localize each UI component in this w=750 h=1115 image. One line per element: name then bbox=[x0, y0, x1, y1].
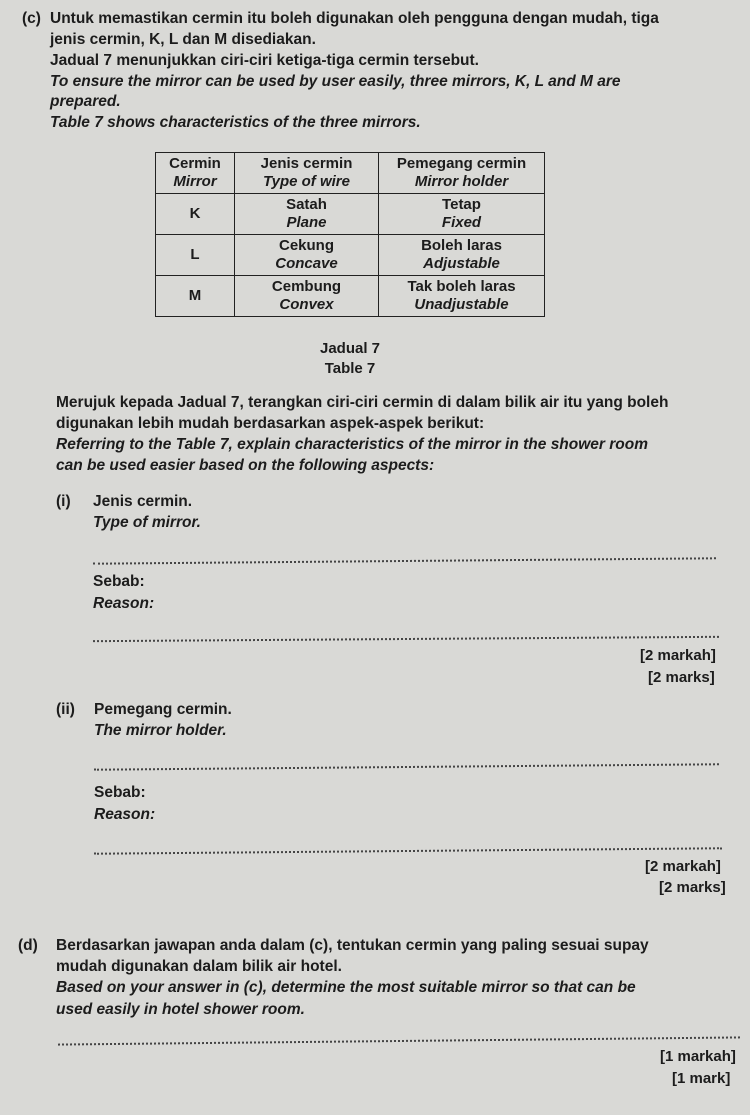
table-cell-holder: Boleh laras Adjustable bbox=[379, 235, 545, 276]
sub-ii-reason-en: Reason: bbox=[94, 806, 156, 823]
part-d-q-en-1: Based on your answer in (c), determine the most suitable mirror so that can be bbox=[56, 979, 636, 996]
part-c-intro-en-2: prepared. bbox=[50, 93, 121, 110]
sub-i-answer-line[interactable] bbox=[93, 557, 716, 564]
part-d-q-ms-1: Berdasarkan jawapan anda dalam (c), tentukan cermin yang paling sesuai supay bbox=[56, 937, 649, 954]
part-d-q-en-2: used easily in hotel shower room. bbox=[56, 1001, 305, 1018]
sub-ii-aspect-en: The mirror holder. bbox=[94, 722, 227, 739]
sub-i-aspect-en: Type of mirror. bbox=[93, 514, 201, 531]
table-cell-holder: Tetap Fixed bbox=[379, 194, 545, 235]
table-row bbox=[156, 276, 545, 317]
table-cell-type: Satah Plane bbox=[235, 194, 379, 235]
question-en-2: can be used easier based on the following aspects: bbox=[56, 457, 435, 474]
part-d-q-ms-2: mudah digunakan dalam bilik air hotel. bbox=[56, 958, 342, 975]
table-caption-ms: Jadual 7 bbox=[319, 340, 381, 357]
sub-ii-label: (ii) bbox=[56, 701, 75, 718]
table-cell-holder: Tak boleh laras Unadjustable bbox=[379, 276, 545, 317]
part-c-intro-en-1: To ensure the mirror can be used by user easily, three mirrors, K, L and M are bbox=[50, 73, 621, 90]
question-en-1: Referring to the Table 7, explain characteristics of the mirror in the shower room bbox=[56, 436, 649, 453]
sub-ii-reason-ms: Sebab: bbox=[94, 784, 146, 801]
part-d-answer-line[interactable] bbox=[58, 1036, 740, 1045]
table-caption-en: Table 7 bbox=[324, 360, 376, 377]
table-cell-mirror: K bbox=[156, 194, 235, 235]
table-cell-type: Cekung Concave bbox=[235, 235, 379, 276]
part-c-intro-ms-2: jenis cermin, K, L dan M disediakan. bbox=[50, 31, 316, 48]
part-d-label: (d) bbox=[18, 937, 38, 954]
table-header-cell: Pemegang cermin Mirror holder bbox=[379, 153, 545, 194]
table-header-row bbox=[156, 153, 545, 194]
table-cell-type: Cembung Convex bbox=[235, 276, 379, 317]
part-c-intro-ms-1: Untuk memastikan cermin itu boleh digunakan oleh pengguna dengan mudah, tiga bbox=[50, 10, 659, 27]
sub-i-reason-ms: Sebab: bbox=[93, 573, 145, 590]
sub-ii-aspect-ms: Pemegang cermin. bbox=[94, 701, 232, 718]
sub-i-marks-ms: [2 markah] bbox=[640, 647, 716, 664]
table-row bbox=[156, 235, 545, 276]
question-ms-2: digunakan lebih mudah berdasarkan aspek-aspek berikut: bbox=[56, 415, 485, 432]
sub-i-marks-en: [2 marks] bbox=[648, 669, 715, 686]
part-d-marks-ms: [1 markah] bbox=[660, 1048, 736, 1065]
sub-ii-marks-en: [2 marks] bbox=[659, 879, 726, 896]
part-c-label: (c) bbox=[22, 10, 41, 27]
part-c-intro-en-3: Table 7 shows characteristics of the three mirrors. bbox=[50, 114, 421, 131]
sub-ii-reason-line[interactable] bbox=[94, 847, 722, 854]
part-c-intro-ms-3: Jadual 7 menunjukkan ciri-ciri ketiga-tiga cermin tersebut. bbox=[50, 52, 479, 69]
table-cell-mirror: L bbox=[156, 235, 235, 276]
table-row bbox=[156, 194, 545, 235]
table-cell-mirror: M bbox=[156, 276, 235, 317]
sub-ii-answer-line[interactable] bbox=[94, 763, 719, 770]
sub-i-label: (i) bbox=[56, 493, 71, 510]
table-header-cell: Cermin Mirror bbox=[156, 153, 235, 194]
mirror-characteristics-table bbox=[155, 152, 545, 317]
question-ms-1: Merujuk kepada Jadual 7, terangkan ciri-ciri cermin di dalam bilik air itu yang boleh bbox=[56, 394, 669, 411]
table-header-cell: Jenis cermin Type of wire bbox=[235, 153, 379, 194]
part-d-marks-en: [1 mark] bbox=[672, 1070, 731, 1087]
sub-i-reason-line[interactable] bbox=[93, 636, 719, 642]
sub-i-aspect-ms: Jenis cermin. bbox=[93, 493, 193, 510]
sub-ii-marks-ms: [2 markah] bbox=[645, 858, 721, 875]
sub-i-reason-en: Reason: bbox=[93, 595, 155, 612]
